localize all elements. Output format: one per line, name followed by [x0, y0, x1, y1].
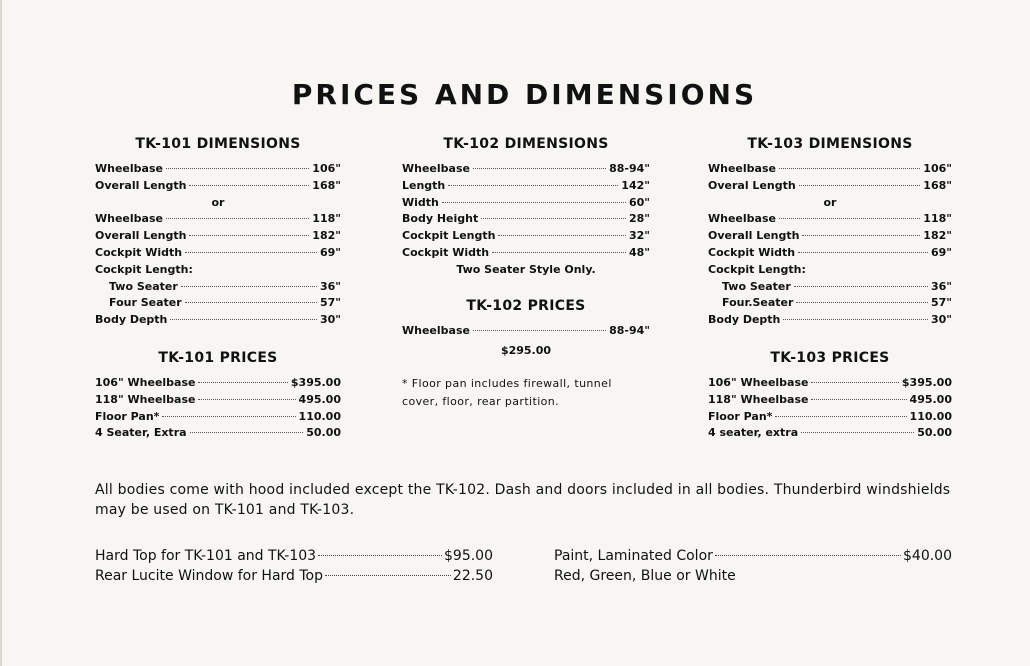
dimension-row: Width 60" [402, 195, 650, 209]
extra-row: Paint, Laminated Color $40.00 [554, 548, 952, 564]
dimension-row: Body Depth 30" [708, 313, 952, 327]
cockpit-length-heading: Cockpit Length: [95, 262, 193, 276]
dimension-row: Length 142" [402, 178, 650, 192]
dimension-row: Cockpit Width 48" [402, 245, 650, 259]
tk101-dimensions-title: TK-101 DIMENSIONS [135, 136, 301, 152]
price-row: 118" Wheelbase 495.00 [708, 392, 952, 406]
tk102-prices-title: TK-102 PRICES [466, 297, 586, 314]
price-row: Floor Pan* 110.00 [708, 409, 952, 423]
tk102-column [402, 136, 650, 411]
extras-left [95, 548, 493, 588]
dimension-row: Wheelbase 106" [95, 162, 341, 175]
dimension-row: Overall Length 182" [95, 229, 341, 243]
tk101-prices-title: TK-101 PRICES [158, 349, 278, 366]
dimension-row: Cockpit Width 69" [708, 245, 952, 259]
dimension-row: Wheelbase 118" [708, 212, 952, 226]
dimension-row: Overal Length 168" [708, 178, 952, 192]
dimension-row: Cockpit Width 69" [95, 245, 341, 259]
dimension-row: Wheelbase 106" [708, 162, 952, 175]
tk103-prices-title: TK-103 PRICES [770, 349, 890, 366]
dimension-row: Body Height 28" [402, 212, 650, 226]
dimension-row: Overall Length 168" [95, 178, 341, 192]
extras-right [554, 548, 952, 588]
dimension-row: Four Seater 57" [109, 296, 341, 310]
bodies-paragraph: All bodies come with hood included except the TK-102. Dash and doors included in all bodies. Thunderbird windshields may be used on TK-101 and TK-103. [95, 482, 951, 518]
dimension-row: Overall Length 182" [708, 229, 952, 243]
price-row: 106" Wheelbase $395.00 [708, 375, 952, 389]
price-row: Wheelbase 88-94" [402, 323, 650, 337]
extra-row: Hard Top for TK-101 and TK-103 $95.00 [95, 548, 493, 564]
paint-colors: Red, Green, Blue or White [554, 568, 736, 584]
tk103-dimensions-title: TK-103 DIMENSIONS [747, 136, 913, 152]
tk102-price: $295.00 [500, 344, 552, 358]
tk102-dimensions-title: TK-102 DIMENSIONS [443, 136, 609, 152]
price-row: 106" Wheelbase $395.00 [95, 375, 341, 389]
dimension-row: Two Seater 36" [109, 279, 341, 293]
dimension-row: Two Seater 36" [722, 279, 952, 293]
page-title: PRICES AND DIMENSIONS [291, 78, 758, 111]
tk103-column [708, 136, 952, 443]
dimension-row: Wheelbase 118" [95, 212, 341, 226]
tk101-column [95, 136, 341, 443]
dimension-row: Four.Seater 57" [722, 296, 952, 310]
cockpit-length-heading: Cockpit Length: [708, 262, 806, 276]
price-row: 4 seater, extra 50.00 [708, 426, 952, 440]
dimension-row: Body Depth 30" [95, 313, 341, 327]
or-separator: or [823, 195, 837, 209]
price-row: Floor Pan* 110.00 [95, 409, 341, 423]
price-row: 4 Seater, Extra 50.00 [95, 426, 341, 440]
extra-row: Rear Lucite Window for Hard Top 22.50 [95, 568, 493, 584]
dimension-row: Wheelbase 88-94" [402, 162, 650, 175]
dimension-row: Cockpit Length 32" [402, 229, 650, 243]
price-row: 118" Wheelbase 495.00 [95, 392, 341, 406]
or-separator: or [211, 195, 225, 209]
floor-pan-note: * Floor pan includes firewall, tunnel cover, floor, rear partition. [402, 377, 612, 409]
style-note: Two Seater Style Only. [456, 262, 596, 276]
